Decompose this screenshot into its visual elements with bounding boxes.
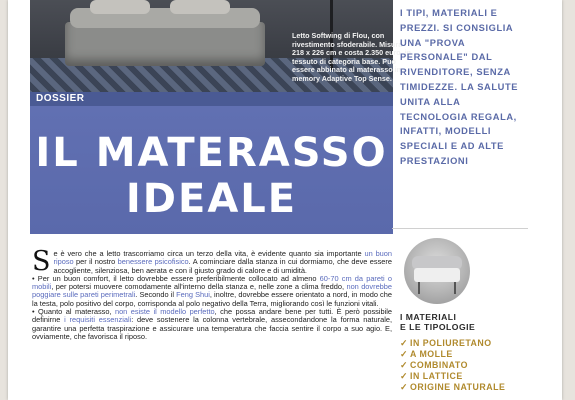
page-title-line2: IDEALE: [125, 176, 298, 222]
section-band: [30, 92, 393, 106]
check-icon: ✓: [400, 338, 409, 348]
text-run: • Per un buon comfort, il letto dovrebbe essere preferibilmente collocato ad almeno: [32, 273, 320, 283]
highlight-text: non dovrebbe poggiare sulle pareti perimetrali: [32, 282, 393, 300]
check-icon: ✓: [400, 349, 409, 359]
list-item: [400, 338, 540, 349]
photo-caption: Letto Softwing di Flou, con rivestimento sfoderabile. Misura 218 x 226 cm e costa 2.350 euro, in tessuto di categoria base. Può essere abbinato al materasso in memory Adaptive Top Sense.: [292, 31, 412, 83]
highlight-text: 60-70 cm da pareti o mobili: [32, 273, 392, 292]
bed-base: [65, 22, 265, 66]
thumbnail-leg: [418, 282, 420, 294]
text-run: A cominciare dalla stanza in cui dormiamo, che deve essere accogliente, silenziosa, ben aerata e con il giusto grado di calore e di umidità.: [53, 257, 392, 275]
check-icon: ✓: [400, 371, 409, 381]
highlight-text: Feng Shui: [176, 290, 210, 300]
text-run: , inoltre, dovrebbe essere orientato a nord, in modo che la testa, polo positivo del corpo, corrisponda al polo negativo della Terra, migliorando così le funzioni vitali.: [32, 290, 392, 308]
highlight-text: i requisiti essenziali: [64, 315, 132, 325]
bed-pillow: [90, 0, 150, 14]
page-title-line1: IL MATERASSO: [35, 130, 388, 176]
thumbnail-mattress: [414, 268, 460, 282]
list-item: [400, 349, 540, 360]
divider: [392, 228, 528, 229]
bed-thumbnail: [404, 238, 470, 304]
text-run: . Secondo il: [135, 290, 177, 300]
article-paragraph: [32, 308, 392, 341]
highlight-text: un buon riposo: [53, 249, 393, 267]
check-icon: ✓: [400, 360, 409, 370]
drop-cap: S: [32, 246, 51, 277]
types-heading-line2: E LE TIPOLOGIE: [400, 322, 476, 332]
bed-pillow: [170, 0, 230, 14]
text-run: • Quanto al materasso,: [32, 307, 115, 317]
magazine-page: [8, 0, 562, 400]
article-body: [32, 246, 393, 341]
section-label: DOSSIER: [36, 93, 85, 104]
list-item-label: ORIGINE NATURALE: [410, 382, 506, 392]
list-item: [400, 382, 540, 393]
bed-photo: [30, 0, 412, 96]
text-run: , che possa andare bene per tutti. È però possibile definirne: [32, 307, 392, 325]
text-run: e è vero che a letto trascorriamo circa un terzo della vita, è evidente quanto sia importante: [53, 249, 365, 258]
highlight-text: non esiste il modello perfetto: [114, 307, 215, 317]
thumbnail-leg: [454, 282, 456, 294]
list-item: [400, 371, 540, 382]
text-run: : deve sostenere la colonna vertebrale, assecondandone la forma naturale, garantire una perfetta traspirazione e assicurare una temperatura che faccia sentire il corpo a suo agio. E, ovviamente, che favorisca il riposo.: [32, 315, 392, 341]
list-item-label: IN POLIURETANO: [410, 338, 492, 348]
types-list: [400, 338, 540, 393]
check-icon: ✓: [400, 382, 409, 392]
types-heading: [400, 312, 530, 332]
article-paragraph: [32, 275, 392, 308]
text-run: .: [188, 257, 191, 267]
highlight-text: benessere psicofisico: [117, 257, 189, 267]
list-item: [400, 360, 540, 371]
title-block: [30, 106, 393, 234]
list-item-label: IN LATTICE: [410, 371, 463, 381]
list-item-label: COMBINATO: [410, 360, 468, 370]
list-item-label: A MOLLE: [410, 349, 453, 359]
article-paragraph: [32, 246, 393, 277]
text-run: , per potersi muovere comodamente all'interno della stanza e, nelle zone a clima freddo,: [51, 282, 347, 292]
text-run: per il nostro: [73, 257, 118, 267]
side-quote: I TIPI, MATERIALI E PREZZI. SI CONSIGLIA UNA "PROVA PERSONALE" DAL RIVENDITORE, SENZA TIMIDEZZE. LA SALUTE UNITA ALLA TECNOLOGIA REGALA, INFATTI, MODELLI SPECIALI E AD ALTE PRESTAZIONI: [400, 8, 519, 166]
types-heading-line1: I MATERIALI: [400, 312, 457, 322]
